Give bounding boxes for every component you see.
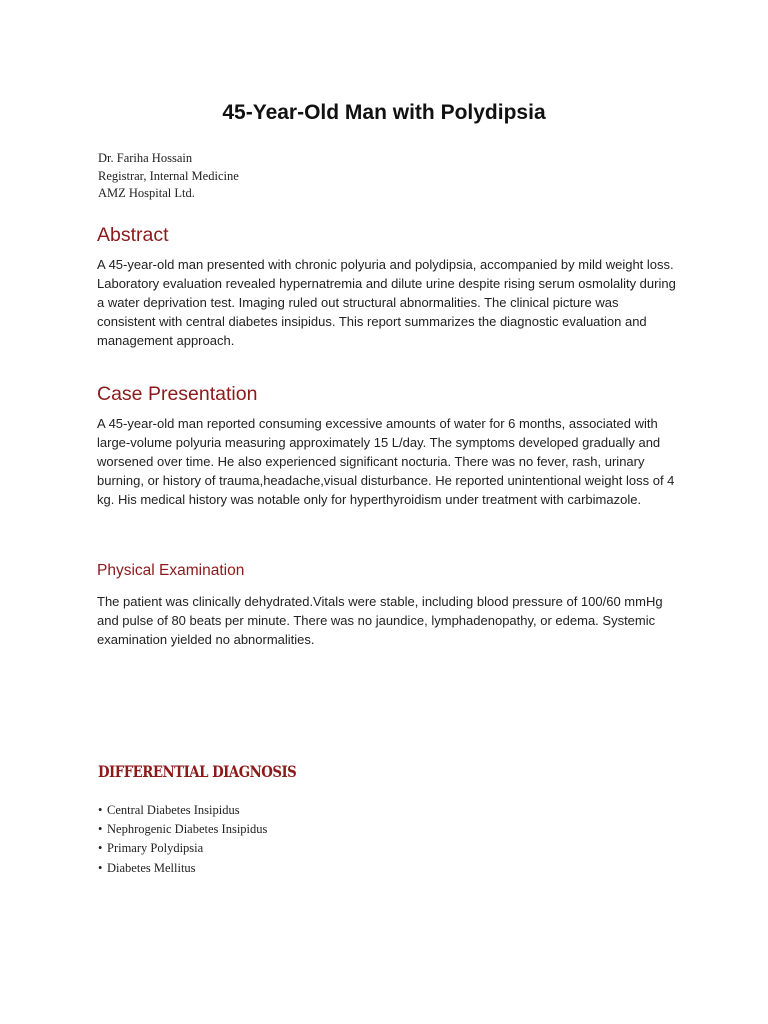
list-item-text: Nephrogenic Diabetes Insipidus <box>107 822 268 837</box>
physical-examination-heading: Physical Examination <box>97 562 245 579</box>
author-affiliation: AMZ Hospital Ltd. <box>98 186 195 200</box>
bullet-icon: • <box>98 841 103 856</box>
differential-diagnosis-list <box>98 801 267 878</box>
list-item-text: Diabetes Mellitus <box>107 860 196 875</box>
abstract-heading: Abstract <box>97 224 169 246</box>
list-item <box>98 801 267 820</box>
differential-diagnosis-heading: DIFFERENTIAL DIAGNOSIS <box>98 762 297 781</box>
case-presentation-text: A 45-year-old man reported consuming excessive amounts of water for 6 months, associated with large-volume polyuria measuring approximately 15 L/day. The symptoms developed gradually and worsened over time. He also experienced significant nocturia. There was no fever, rash, urinary burning, or history of trauma,headache,visual disturbance. He reported unintentional weight loss of 4 kg. His medical history was notable only for hyperthyroidism under treatment with carbimazole. <box>97 416 675 507</box>
author-position: Registrar, Internal Medicine <box>98 168 239 183</box>
list-item-text: Central Diabetes Insipidus <box>107 803 240 817</box>
abstract-text: A 45-year-old man presented with chronic polyuria and polydipsia, accompanied by mild weight loss. Laboratory evaluation revealed hypernatremia and dilute urine despite rising serum osmolality during a water deprivation test. Imaging ruled out structural abnormalities. The clinical picture was consistent with central diabetes insipidus. This report summarizes the diagnostic evaluation and management approach. <box>97 257 676 348</box>
list-item <box>98 820 267 839</box>
bullet-icon: • <box>98 860 103 875</box>
author-name: Dr. Fariha Hossain <box>98 151 193 165</box>
author-block <box>98 150 239 203</box>
list-item <box>98 859 267 878</box>
bullet-icon: • <box>98 822 103 837</box>
list-item-text: Primary Polydipsia <box>107 841 204 856</box>
document-title: 45-Year-Old Man with Polydipsia <box>222 101 546 124</box>
list-item <box>98 839 267 858</box>
bullet-icon: • <box>98 803 103 817</box>
case-presentation-heading: Case Presentation <box>97 383 258 405</box>
physical-examination-text: The patient was clinically dehydrated.Vitals were stable, including blood pressure of 100/60 mmHg and pulse of 80 beats per minute. There was no jaundice, lymphadenopathy, or edema. Systemic examination yielded no abnormalities. <box>97 594 663 647</box>
